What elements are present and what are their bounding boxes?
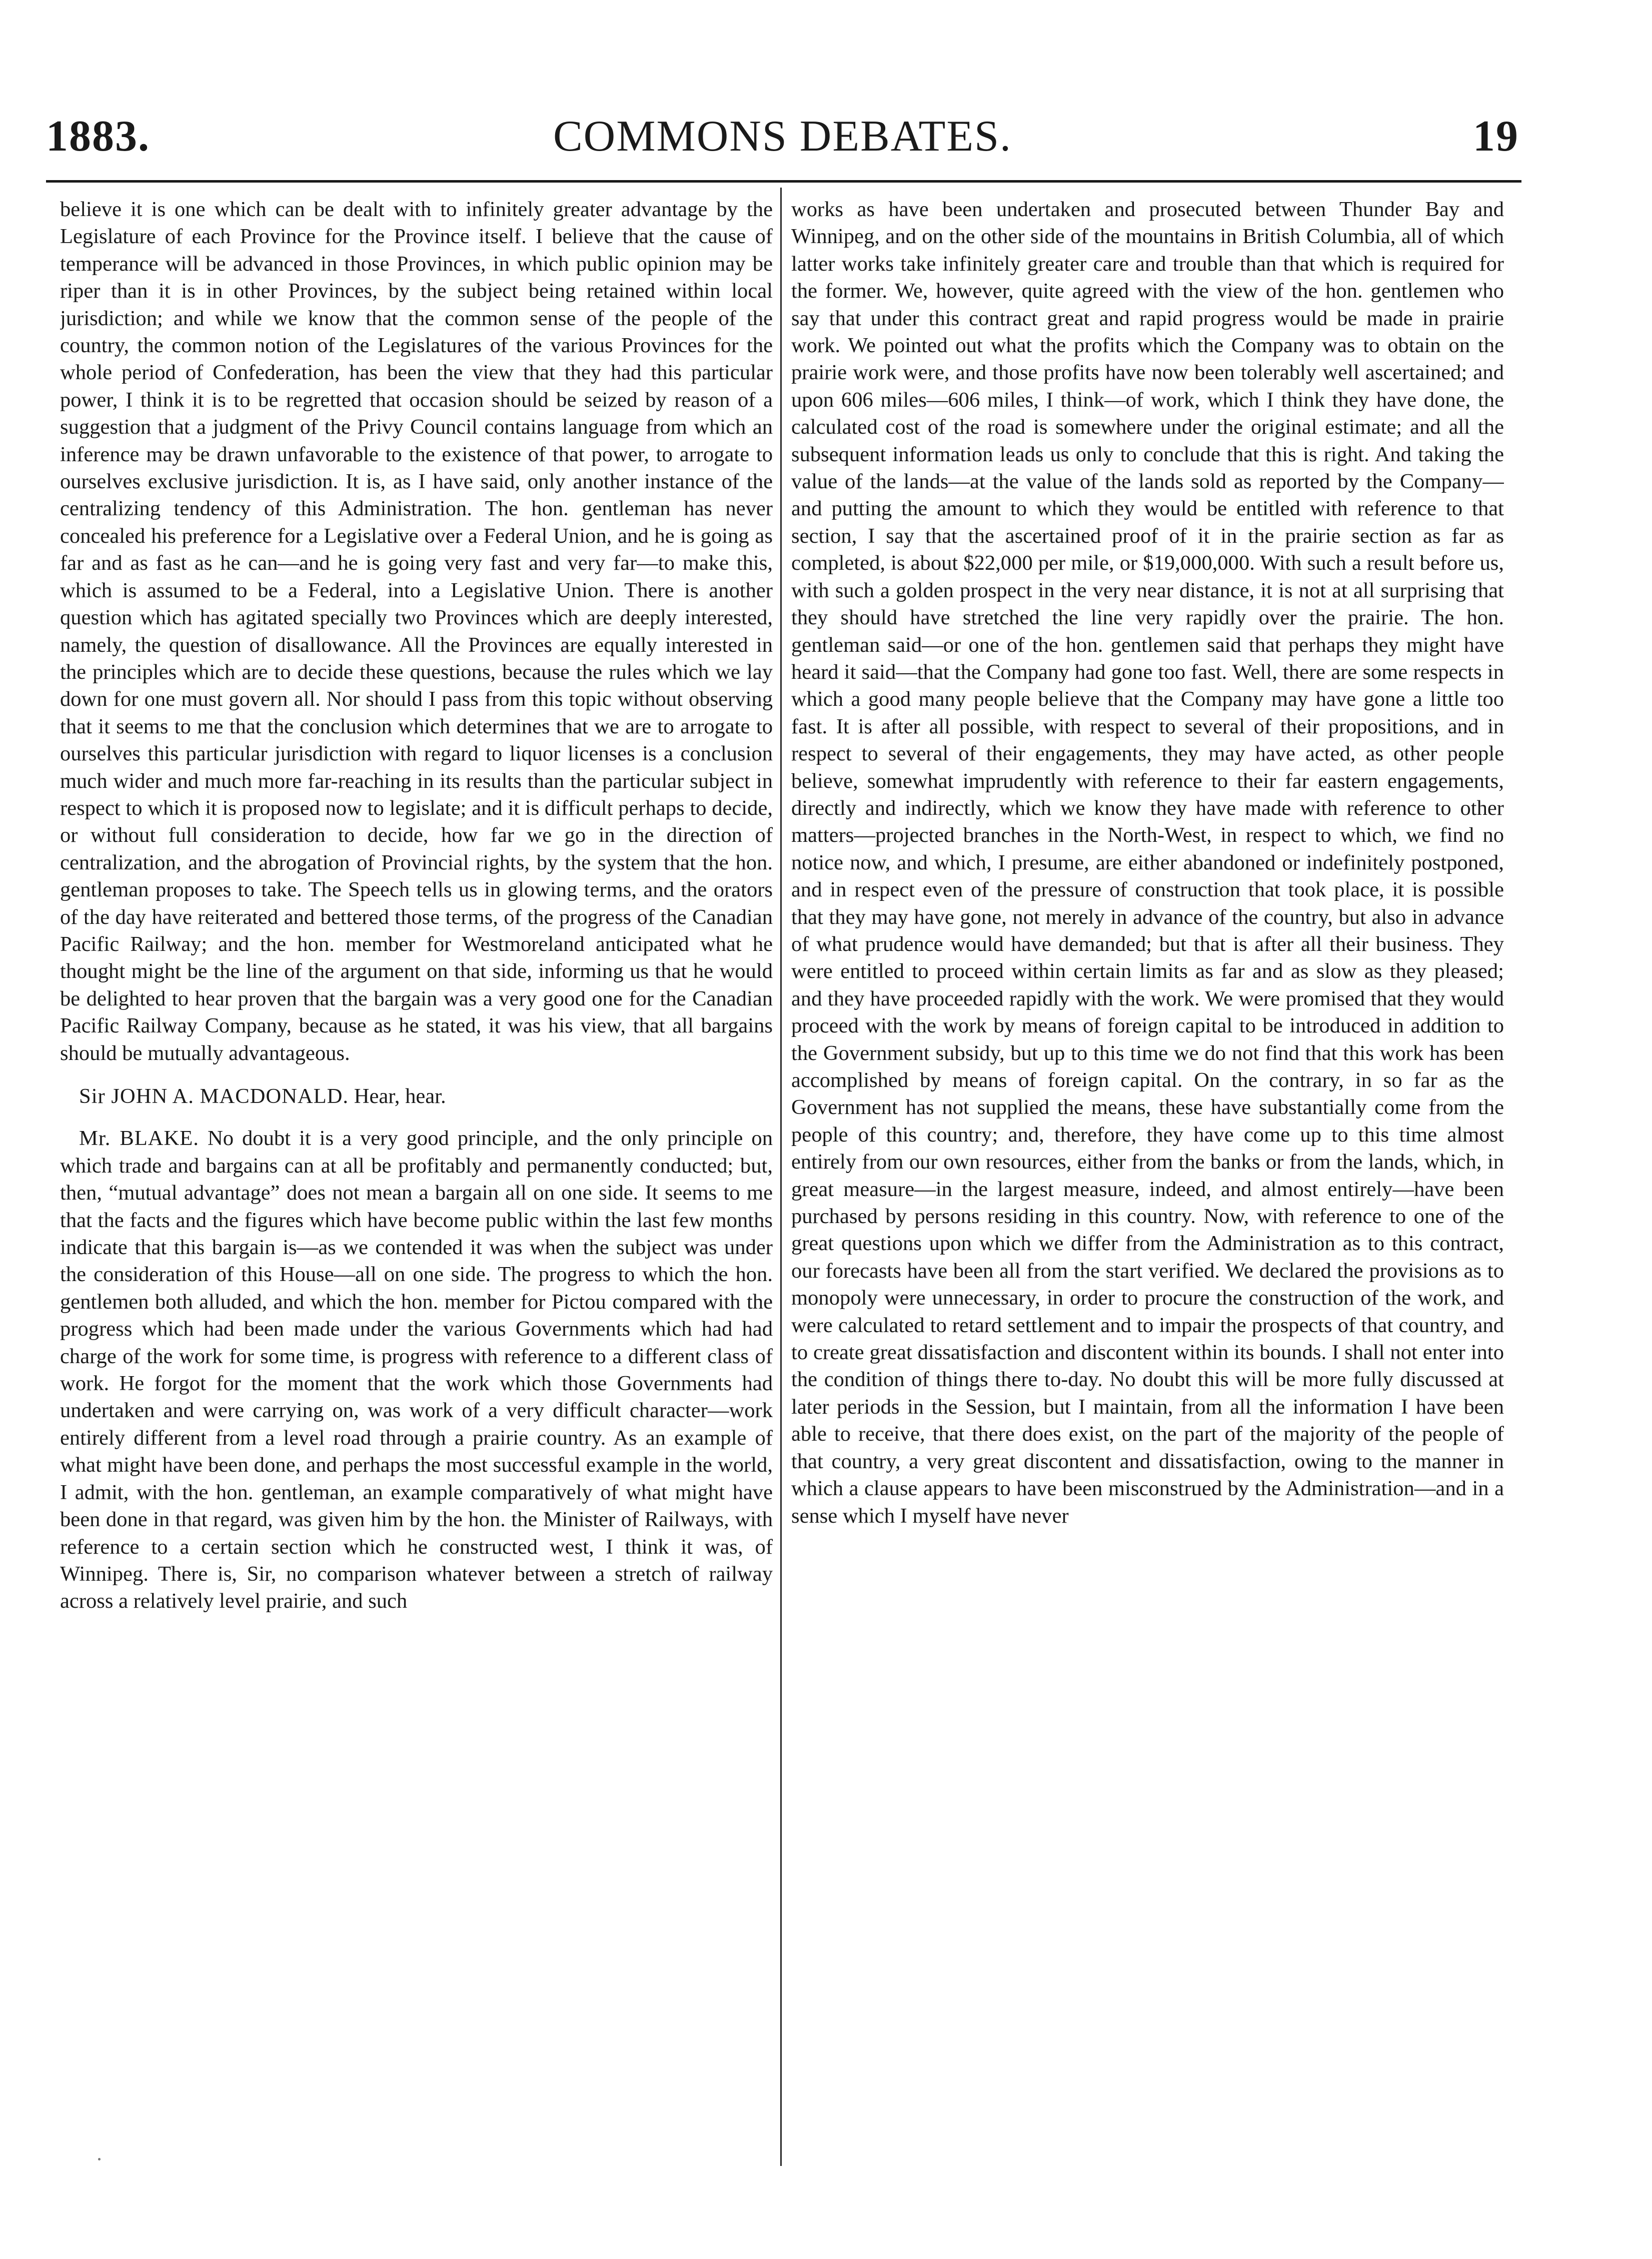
left-column bbox=[60, 196, 773, 2157]
column-divider bbox=[780, 188, 782, 2166]
speech-speaker: Mr. BLAKE. bbox=[79, 1126, 199, 1151]
speech-text: No doubt it is a very good principle, and the only principle on which trade and bargains can at all be profitably and permanently conducted; but, then, “mutual advantage” does not mean a bargain all on one side. It seems to me that the facts and the figures which have become public within the last few months indicate that this bargain is—as we contended it was when the subject was under the consideration of this House—all on one side. The progress to which the hon. gentlemen both alluded, and which the hon. member for Pictou compared with the progress which had been made under the various Governments which had had charge of the work for some time, is progress with reference to a different class of work. He forgot for the moment that the work which those Governments had undertaken and were carrying on, was work of a very difficult character—work entirely different from a level road through a prairie country. As an example of what might have been done, and perhaps the most successful example in the world, I admit, with the hon. gentleman, an example comparatively of what might have been done in that regard, was given him by the hon. the Minister of Railways, with reference to a certain section which he constructed west, I think it was, of Winnipeg. There is, Sir, no comparison whatever between a stretch of railway across a relatively level prairie, and such bbox=[60, 1126, 773, 1613]
header-year: 1883. bbox=[46, 112, 150, 161]
header-page-number: 19 bbox=[1473, 112, 1519, 161]
interjection-text: Hear, hear. bbox=[354, 1084, 446, 1108]
speech-paragraph bbox=[60, 1125, 773, 1615]
interjection-speaker: Sir JOHN A. MACDONALD. bbox=[79, 1084, 349, 1108]
page-speck bbox=[98, 2158, 101, 2160]
right-paragraph: works as have been undertaken and prosecuted between Thunder Bay and Winnipeg, and on the other side of the mountains in British Columbia, all of which latter works take infinitely greater care and trouble than that which is required for the former. We, however, quite agreed with the view of the hon. gentlemen who say that under this contract great and rapid progress would be made in prairie work. We pointed out what the profits which the Company was to obtain on the prairie work were, and those profits have now been tolerably well ascertained; and upon 606 miles—606 miles, I think—of work, which I think they have done, the calculated cost of the road is somewhere under the original estimate; and all the subsequent information leads us only to conclude that this is right. And taking the value of the lands—at the value of the lands sold as reported by the Company—and putting the amount to which they would be entitled with reference to that section, I say that the ascertained proof of it in the prairie section as far as completed, is about $22,000 per mile, or $19,000,000. With such a result before us, with such a golden prospect in the very near distance, it is not at all surprising that they should have stretched the line very rapidly over the prairie. The hon. gentleman said—or one of the hon. gentlemen said that perhaps they might have heard it said—that the Company had gone too fast. Well, there are some respects in which a good many people believe that the Company may have gone a little too fast. It is after all possible, with respect to several of their propositions, and in respect to several of their engagements, they may have acted, as other people believe, somewhat imprudently with reference to their far eastern engagements, directly and indirectly, which we know they have made with reference to other matters—projected branches in the North-West, in respect to which, we find no notice now, and which, I presume, are either abandoned or indefinitely postponed, and in respect even of the pressure of construction that took place, it is possible that they may have gone, not merely in advance of the country, but also in advance of what prudence would have demanded; but that is after all their business. They were entitled to proceed within certain limits as far and as slow as they pleased; and they have proceeded rapidly with the work. We were promised that they would proceed with the work by means of foreign capital to be introduced in addition to the Government subsidy, but up to this time we do not find that this work has been accomplished by means of foreign capital. On the contrary, in so far as the Government has not supplied the means, these have substantially come from the people of this country; and, therefore, they have come up to this time almost entirely from our own resources, either from the banks or from the lands, which, in great measure—in the largest measure, indeed, and almost entirely—have been purchased by persons residing in this country. Now, with reference to one of the great questions upon which we differ from the Administration as to this contract, our forecasts have been all from the start verified. We declared the provisions as to monopoly were unnecessary, in order to procure the construction of the work, and were calculated to retard settlement and to impair the prospects of that country, and to create great dissatisfaction and discontent within its bounds. I shall not enter into the condition of things there to-day. No doubt this will be more fully discussed at later periods in the Session, but I maintain, from all the information I have been able to receive, that there does exist, on the part of the majority of the people of that country, a very great discontent and dissatisfaction, owing to the manner in which a clause appears to have been misconstrued by the Administration—and in a sense which I myself have never bbox=[791, 198, 1504, 1528]
header-title: COMMONS DEBATES. bbox=[553, 112, 1012, 161]
header-rule bbox=[46, 180, 1521, 183]
right-column bbox=[791, 196, 1504, 2157]
left-paragraph-1: believe it is one which can be dealt with to infinitely greater advantage by the Legislature of each Province for the Province itself. I believe that the cause of temperance will be advanced in those Provinces, in which public opinion may be riper than it is in other Provinces, by the subject being retained within local jurisdiction; and while we know that the common sense of the people of the country, the common notion of the Legislatures of the various Provinces for the whole period of Confederation, has been the view that they had this particular power, I think it is to be regretted that occasion should be seized by reason of a suggestion that a judgment of the Privy Council contains language from which an inference may be drawn unfavorable to the existence of that power, to arrogate to ourselves exclusive jurisdiction. It is, as I have said, only another instance of the centralizing tendency of this Administration. The hon. gentleman has never concealed his preference for a Legislative over a Federal Union, and he is going as far and as fast as he can—and he is going very fast and very far—to make this, which is assumed to be a Federal, into a Legislative Union. There is another question which has agitated specially two Provinces which are deeply interested, namely, the question of disallowance. All the Provinces are equally interested in the principles which are to decide these questions, because the rules which we lay down for one must govern all. Nor should I pass from this topic without observing that it seems to me that the conclusion which determines that we are to arrogate to ourselves this particular jurisdiction with regard to liquor licenses is a conclusion much wider and much more far-reaching in its results than the particular subject in respect to which it is proposed now to legislate; and it is difficult perhaps to decide, or without full consideration to decide, how far we go in the direction of centralization, and the abrogation of Provincial rights, by the system that the hon. gentleman proposes to take. The Speech tells us in glowing terms, and the orators of the day have reiterated and bettered those terms, of the progress of the Canadian Pacific Railway; and the hon. member for Westmoreland anticipated what he thought might be the line of the argument on that side, informing us that he would be delighted to hear proven that the bargain was a very good one for the Canadian Pacific Railway Company, because as he stated, it was his view, that all bargains should be mutually advantageous. bbox=[60, 198, 773, 1065]
running-header bbox=[46, 109, 1519, 169]
interjection bbox=[60, 1083, 773, 1110]
